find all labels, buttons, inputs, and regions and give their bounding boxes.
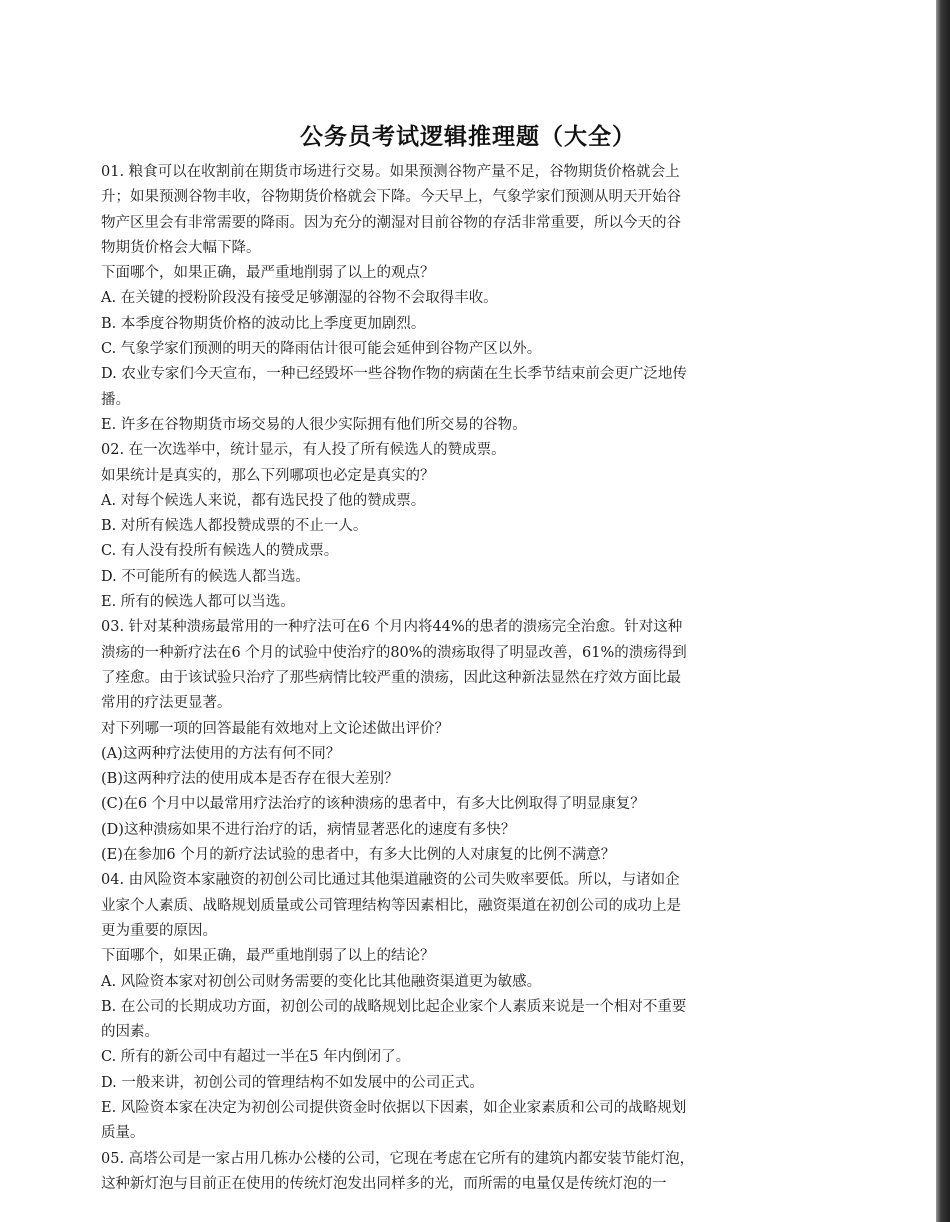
- text-line: (A)这两种疗法使用的方法有何不同？: [101, 745, 341, 762]
- text-line: 这种新灯泡与目前正在使用的传统灯泡发出同样多的光，而所需的电量仅是传统灯泡的一: [101, 1175, 667, 1192]
- text-line: 播。: [101, 391, 130, 408]
- document-body: [101, 160, 785, 1197]
- text-line: D. 不可能所有的候选人都当选。: [101, 568, 310, 585]
- text-line: B. 对所有候选人都投赞成票的不止一人。: [101, 518, 368, 535]
- text-line: 下面哪个，如果正确，最严重地削弱了以上的观点？: [101, 265, 435, 282]
- text-line: D. 农业专家们今天宣布，一种已经毁坏一些谷物作物的病菌在生长季节结束前会更广泛地传: [101, 366, 687, 383]
- text-line: 溃疡的一种新疗法在6 个月的试验中使治疗的80%的溃疡取得了明显改善，61%的溃疡得到: [101, 644, 687, 661]
- text-line: 了痊愈。由于该试验只治疗了那些病情比较严重的溃疡，因此这种新法显然在疗效方面比最: [101, 669, 681, 686]
- text-line: (B)这两种疗法的使用成本是否存在很大差别？: [101, 771, 399, 788]
- text-line: B. 在公司的长期成功方面，初创公司的战略规划比起企业家个人素质来说是一个相对不重要: [101, 998, 687, 1015]
- text-line: 04. 由风险资本家融资的初创公司比通过其他渠道融资的公司失败率要低。所以，与诸如企: [101, 872, 680, 889]
- text-line: 物产区里会有非常需要的降雨。因为充分的潮湿对目前谷物的存活非常重要，所以今天的谷: [101, 214, 681, 231]
- text-line: 02. 在一次选举中，统计显示，有人投了所有候选人的赞成票。: [101, 442, 506, 459]
- text-line: (D)这种溃疡如果不进行治疗的话，病情显著恶化的速度有多快？: [101, 821, 516, 838]
- text-line: 常用的疗法更显著。: [101, 695, 232, 712]
- document-title: 公务员考试逻辑推理题（大全）: [300, 124, 636, 150]
- text-line: 质量。: [101, 1125, 145, 1142]
- scrollbar[interactable]: [936, 0, 950, 1222]
- text-line: (C)在6 个月中以最常用疗法治疗的该种溃疡的患者中，有多大比例取得了明显康复？: [101, 796, 645, 813]
- text-line: 更为重要的原因。: [101, 922, 217, 939]
- text-line: 业家个人素质、战略规划质量或公司管理结构等因素相比，融资渠道在初创公司的成功上是: [101, 897, 681, 914]
- text-line: (E)在参加6 个月的新疗法试验的患者中，有多大比例的人对康复的比例不满意？: [101, 847, 616, 864]
- text-line: 物期货价格会大幅下降。: [101, 239, 261, 256]
- text-line: C. 气象学家们预测的明天的降雨估计很可能会延伸到谷物产区以外。: [101, 341, 542, 358]
- text-line: 升；如果预测谷物丰收，谷物期货价格就会下降。今天早上，气象学家们预测从明天开始谷: [101, 189, 681, 206]
- text-line: A. 在关键的授粉阶段没有接受足够潮湿的谷物不会取得丰收。: [101, 290, 498, 307]
- text-line: C. 所有的新公司中有超过一半在5 年内倒闭了。: [101, 1049, 411, 1066]
- text-line: C. 有人没有投所有候选人的赞成票。: [101, 543, 339, 560]
- text-line: E. 许多在谷物期货市场交易的人很少实际拥有他们所交易的谷物。: [101, 416, 527, 433]
- text-line: 05. 高塔公司是一家占用几栋办公楼的公司，它现在考虑在它所有的建筑内都安装节能灯泡，: [101, 1150, 695, 1167]
- text-line: 下面哪个，如果正确，最严重地削弱了以上的结论？: [101, 948, 435, 965]
- text-line: 的因素。: [101, 1024, 159, 1041]
- text-line: 对下列哪一项的回答最能有效地对上文论述做出评价？: [101, 720, 449, 737]
- text-line: 03. 针对某种溃疡最常用的一种疗法可在6 个月内将44%的患者的溃疡完全治愈。针对这种: [101, 619, 683, 636]
- text-line: 如果统计是真实的，那么下列哪项也必定是真实的？: [101, 467, 435, 484]
- text-line: B. 本季度谷物期货价格的波动比上季度更加剧烈。: [101, 315, 426, 332]
- text-line: E. 风险资本家在决定为初创公司提供资金时依据以下因素，如企业家素质和公司的战略规划: [101, 1099, 687, 1116]
- text-line: E. 所有的候选人都可以当选。: [101, 594, 295, 611]
- text-line: A. 对每个候选人来说，都有选民投了他的赞成票。: [101, 492, 426, 509]
- text-line: D. 一般来讲，初创公司的管理结构不如发展中的公司正式。: [101, 1074, 484, 1091]
- text-line: A. 风险资本家对初创公司财务需要的变化比其他融资渠道更为敏感。: [101, 973, 542, 990]
- text-line: 01. 粮食可以在收割前在期货市场进行交易。如果预测谷物产量不足，谷物期货价格就会上: [101, 164, 680, 180]
